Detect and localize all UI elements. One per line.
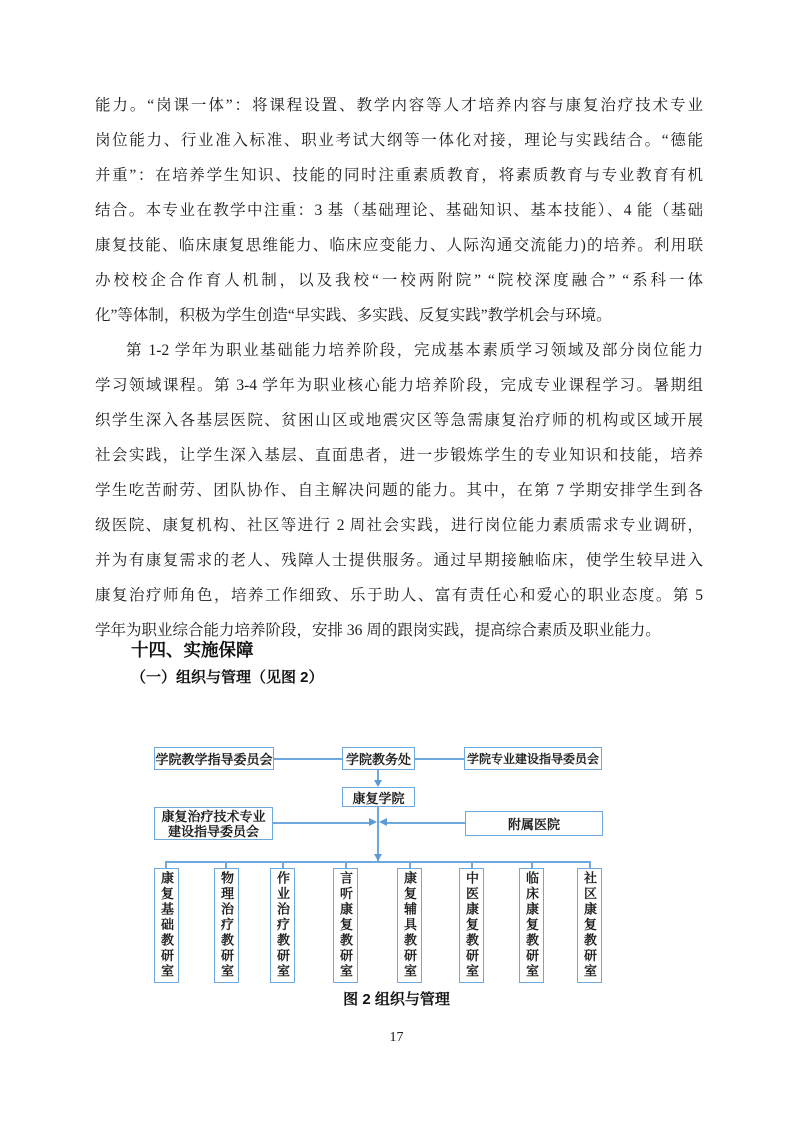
node-affiliated-hospital: 附属医院	[465, 811, 603, 836]
para2-line: 织学生深入各基层医院、贫困山区或地震灾区等急需康复治疗师的机构或区域开展	[95, 412, 703, 429]
node-program-committee-line2: 建设指导委员会	[167, 823, 259, 839]
connector-line	[274, 758, 342, 760]
node-office-community-rehab: 社区康复教研室	[577, 868, 602, 983]
para1-line: 办校校企合作育人机制，以及我校“一校两附院” “院校深度融合” “系科一体	[95, 272, 703, 289]
para1-line: 结合。本专业在教学中注重：3 基（基础理论、基础知识、基本技能）、4 能（基础	[95, 202, 703, 219]
connector-line	[282, 861, 284, 868]
connector-line	[589, 861, 591, 868]
connector-line	[409, 861, 411, 868]
connector-line	[385, 822, 465, 824]
node-office-physical-therapy: 物理治疗教研室	[214, 868, 239, 983]
page-number: 17	[389, 1030, 404, 1045]
para2-line: 社会实践，让学生深入基层、直面患者，进一步锻炼学生的专业知识和技能，培养	[95, 447, 703, 464]
node-program-committee	[154, 807, 273, 840]
arrow-right-icon	[369, 818, 377, 826]
para1-line: 能力。“岗课一体”：将课程设置、教学内容等人才培养内容与康复治疗技术专业	[95, 97, 703, 114]
para1-line: 康复技能、临床康复思维能力、临床应变能力、人际沟通交流能力)的培养。利用联	[95, 237, 703, 254]
connector-line	[166, 861, 590, 863]
figure-caption: 图 2 组织与管理	[343, 991, 450, 1008]
node-major-committee: 学院专业建设指导委员会	[464, 747, 602, 770]
node-office-occupational-therapy: 作业治疗教研室	[270, 868, 295, 983]
connector-line	[225, 861, 227, 868]
connector-line	[273, 822, 370, 824]
node-office-clinical-rehab: 临床康复教研室	[519, 868, 544, 983]
para1-line: 并重”：在培养学生知识、技能的同时注重素质教育，将素质教育与专业教育有机	[95, 167, 703, 184]
para1-line: 化”等体制，积极为学生创造“早实践、多实践、反复实践”教学机会与环境。	[95, 307, 612, 324]
node-program-committee-line1: 康复治疗技术专业	[161, 808, 266, 824]
org-chart-figure	[0, 740, 793, 990]
node-academic-office: 学院教务处	[342, 747, 415, 770]
para2-line: 并为有康复需求的老人、残障人士提供服务。通过早期接触临床，使学生较早进入	[95, 552, 703, 569]
connector-line	[345, 861, 347, 868]
para2-line: 康复治疗师角色，培养工作细致、乐于助人、富有责任心和爱心的职业态度。第 5	[95, 587, 703, 604]
para1-line: 岗位能力、行业准入标准、职业考试大纲等一体化对接，理论与实践结合。“德能	[95, 132, 703, 149]
connector-line	[531, 861, 533, 868]
node-office-rehab-basics: 康复基础教研室	[154, 868, 179, 983]
node-office-speech-hearing-rehab: 言听康复教研室	[333, 868, 358, 983]
para2-line: 学年为职业综合能力培养阶段，安排 36 周的跟岗实践，提高综合素质及职业能力。	[95, 622, 661, 639]
node-office-rehab-devices: 康复辅具教研室	[397, 868, 422, 983]
subsection-heading: （一）组织与管理（见图 2）	[131, 669, 324, 686]
connector-line	[471, 861, 473, 868]
connector-line	[165, 861, 167, 868]
body-text	[95, 88, 703, 648]
arrow-down-icon	[374, 854, 382, 861]
arrow-down-icon	[374, 780, 382, 787]
connector-line	[415, 758, 464, 760]
section-heading: 十四、实施保障	[131, 640, 254, 660]
para2-line: 级医院、康复机构、社区等进行 2 周社会实践，进行岗位能力素质需求专业调研，	[95, 517, 703, 534]
para2-line: 学习领域课程。第 3-4 学年为职业核心能力培养阶段，完成专业课程学习。暑期组	[95, 377, 703, 394]
para2-line: 学生吃苦耐劳、团队协作、自主解决问题的能力。其中，在第 7 学期安排学生到各	[95, 482, 703, 499]
connector-line	[377, 807, 379, 861]
para2-line: 第 1-2 学年为职业基础能力培养阶段，完成基本素质学习领域及部分岗位能力	[126, 342, 703, 359]
node-teaching-committee: 学院教学指导委员会	[154, 747, 274, 770]
node-office-tcm-rehab: 中医康复教研室	[459, 868, 484, 983]
arrow-left-icon	[379, 818, 387, 826]
node-rehab-college: 康复学院	[342, 787, 415, 807]
